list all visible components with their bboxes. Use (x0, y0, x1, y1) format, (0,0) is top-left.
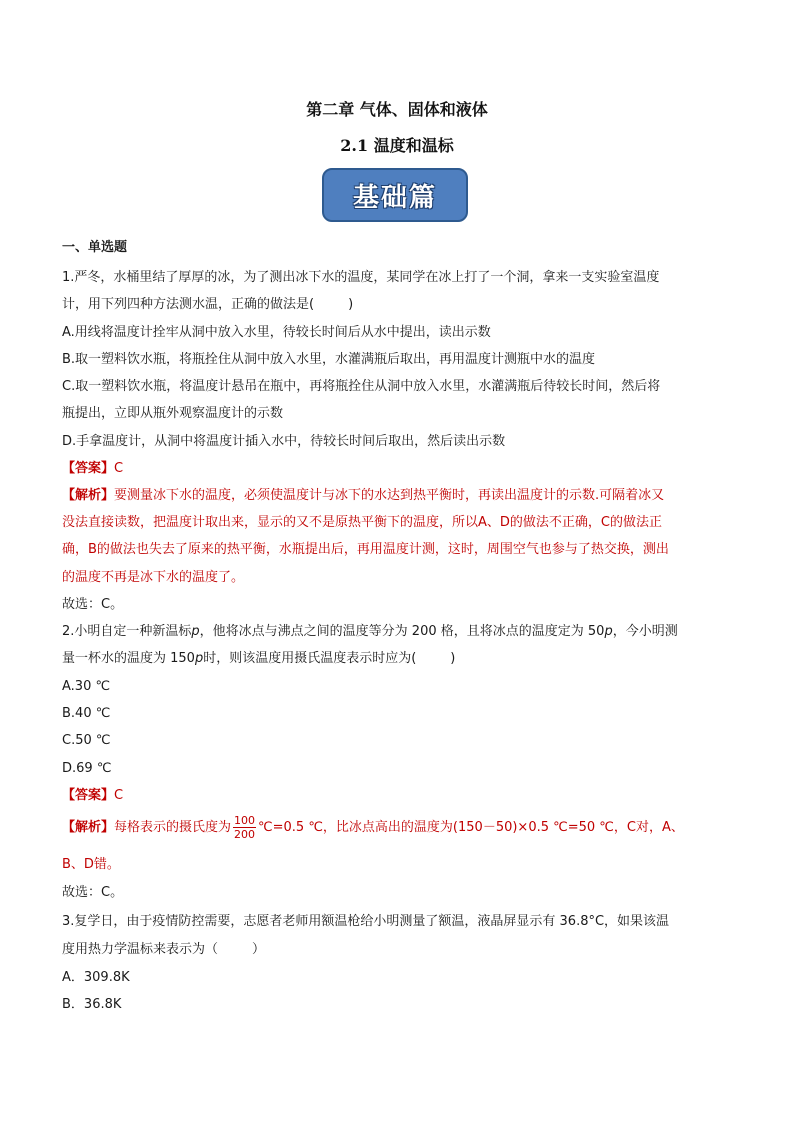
q1-analysis-line2: 没法直接读数，把温度计取出来，显示的又不是原热平衡下的温度，所以A、D的做法不正确，C的做法正 (62, 515, 662, 530)
q1-conclusion: 故选：C。 (62, 597, 124, 612)
q3-stem-line1: 3.复学日，由于疫情防控需要，志愿者老师用额温枪给小明测量了额温，液晶屏显示有 36.8°C，如果该温 (62, 914, 670, 929)
q1-option-a: A.用线将温度计拴牢从洞中放入水里，待较长时间后从水中提出，读出示数 (62, 325, 491, 340)
q1-stem-line1: 1.严冬，水桶里结了厚厚的冰，为了测出冰下水的温度，某同学在冰上打了一个洞，拿来一支实验室温度 (62, 270, 660, 285)
q2-option-a: A.30 ℃ (62, 679, 111, 694)
q1-option-d: D.手拿温度计，从洞中将温度计插入水中，待较长时间后取出，然后读出示数 (62, 434, 506, 449)
section-title: 2.1 温度和温标 (340, 136, 454, 155)
q3-stem-line2: 度用热力学温标来表示为（ ） (62, 942, 266, 957)
fraction: $\frac{100}{200}$ (234, 814, 256, 841)
q1-answer: 【答案】C (62, 461, 124, 476)
q2-option-c: C.50 ℃ (62, 733, 111, 748)
q2-stem-line1: 2.小明自定一种新温标p，他将冰点与沸点之间的温度等分为 200 格，且将冰点的温度定为 50p，今小明测 (62, 624, 678, 639)
q2-stem-line2: 量一杯水的温度为 150p时，则该温度用摄氏温度表示时应为( ) (62, 651, 456, 666)
q1-stem-line2: 计，用下列四种方法测水温，正确的做法是( ) (62, 297, 354, 312)
section-heading: 一、单选题 (62, 240, 128, 255)
q2-analysis-line2: B、D错。 (62, 857, 120, 872)
q2-option-d: D.69 ℃ (62, 761, 112, 776)
q2-answer: 【答案】C (62, 788, 124, 803)
q2-option-b: B.40 ℃ (62, 706, 111, 721)
q1-option-b: B.取一塑料饮水瓶，将瓶拴住从洞中放入水里，水灌满瓶后取出，再用温度计测瓶中水的温度 (62, 352, 596, 367)
q3-option-b: B．36.8K (62, 997, 122, 1012)
q1-analysis-line4: 的温度不再是冰下水的温度了。 (62, 570, 245, 585)
q1-analysis-line3: 确，B的做法也失去了原来的热平衡，水瓶提出后，再用温度计测，这时，周围空气也参与了热交换，测出 (62, 542, 669, 557)
q1-analysis-line1: 【解析】要测量冰下水的温度，必须使温度计与冰下的水达到热平衡时，再读出温度计的示数.可隔着冰又 (62, 488, 665, 503)
q2-conclusion: 故选：C。 (62, 885, 124, 900)
chapter-title: 第二章 气体、固体和液体 (306, 100, 488, 119)
q1-option-c-line1: C.取一塑料饮水瓶，将温度计悬吊在瓶中，再将瓶拴住从洞中放入水里，水灌满瓶后待较长时间，然后将 (62, 379, 661, 394)
level-badge: 基础篇 (322, 168, 468, 222)
q2-analysis-line1: 【解析】每格表示的摄氏度为 $\frac{100}{200}$ ℃=0.5 ℃，比冰点高出的温度为(150－50)×0.5 ℃=50 ℃，C对，A、 (62, 814, 684, 841)
q1-option-c-line2: 瓶提出，立即从瓶外观察温度计的示数 (62, 406, 284, 421)
q3-option-a: A．309.8K (62, 970, 130, 985)
